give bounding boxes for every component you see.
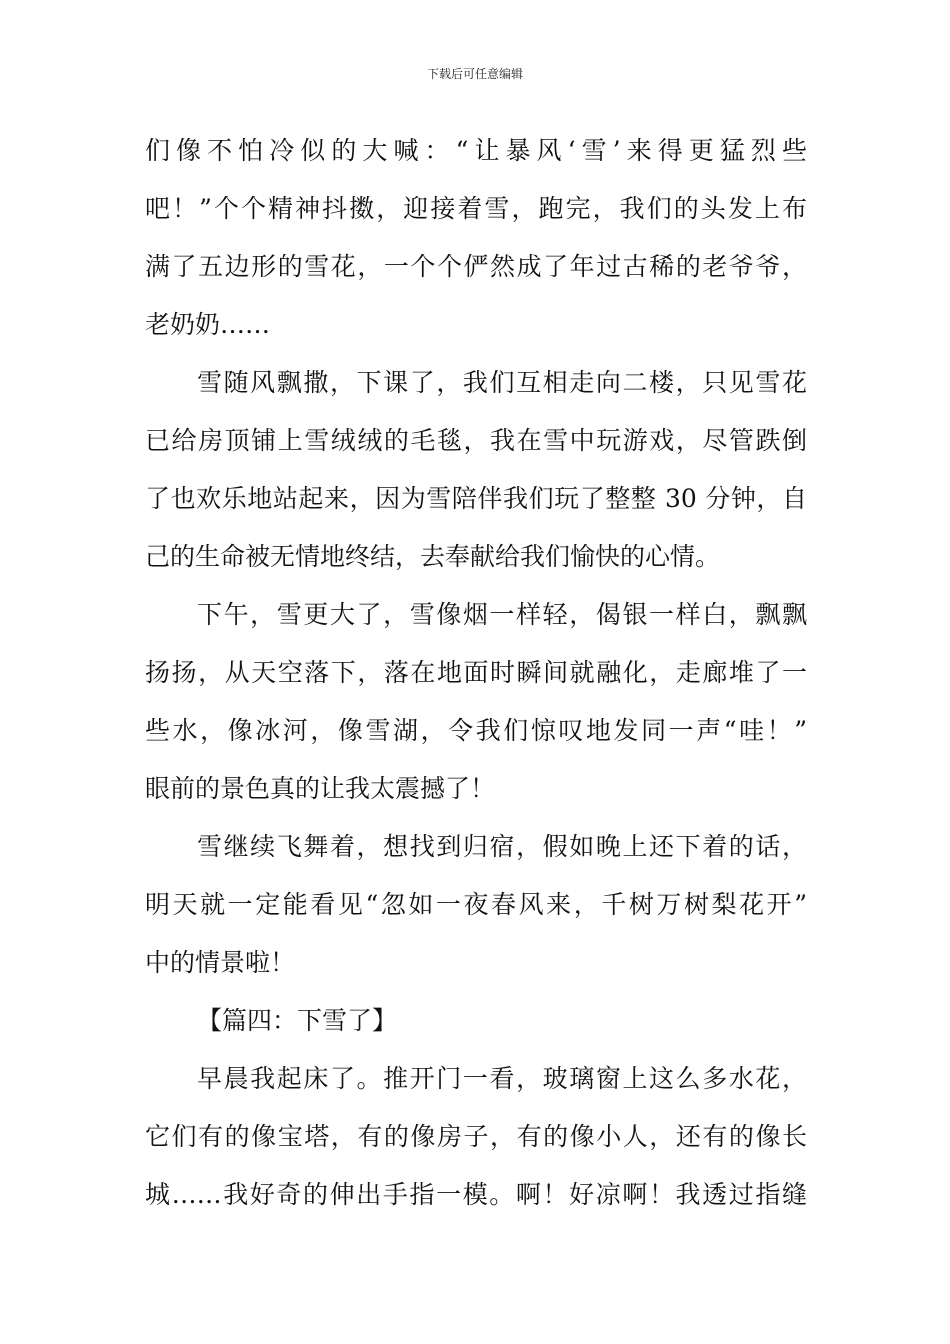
- text-line: 城……我好奇的伸出手指一模。啊！好凉啊！我透过指缝: [145, 1180, 807, 1209]
- text-line: 明天就一定能看见“忽如一夜春风来，千树万树梨花开”: [145, 890, 807, 919]
- section-heading: 【篇四：下雪了】: [197, 1006, 398, 1035]
- text-line: 些水，像冰河，像雪湖，令我们惊叹地发同一声“哇！”: [145, 716, 807, 745]
- text-line: 老奶奶……: [145, 310, 271, 339]
- text-line: 满了五边形的雪花，一个个俨然成了年过古稀的老爷爷，: [145, 252, 807, 281]
- paragraph-first-line: 下午，雪更大了，雪像烟一样轻，偈银一样白，飘飘: [197, 600, 807, 629]
- text-line: 眼前的景色真的让我太震撼了！: [145, 774, 496, 803]
- text-line: 吧！”个个精神抖擞，迎接着雪，跑完，我们的头发上布: [145, 194, 807, 223]
- paragraph-first-line: 早晨我起床了。推开门一看，玻璃窗上这么多水花，: [197, 1064, 807, 1093]
- text-line: 己的生命被无情地终结，去奉献给我们愉快的心情。: [145, 542, 721, 571]
- text-line: 它们有的像宝塔，有的像房子，有的像小人，还有的像长: [145, 1122, 807, 1151]
- text-line: 中的情景啦！: [145, 948, 296, 977]
- paragraph-first-line: 雪继续飞舞着，想找到归宿，假如晚上还下着的话，: [197, 832, 807, 861]
- page-header: 下载后可任意编辑: [426, 67, 523, 81]
- text-line: 们像不怕冷似的大喊：“让暴风‘雪’来得更猛烈些: [145, 136, 807, 165]
- text-line: 已给房顶铺上雪绒绒的毛毯，我在雪中玩游戏，尽管跌倒: [145, 426, 807, 455]
- text-line: 扬扬，从天空落下，落在地面时瞬间就融化，走廊堆了一: [145, 658, 807, 687]
- text-line: 了也欢乐地站起来，因为雪陪伴我们玩了整整 30 分钟，自: [145, 484, 807, 513]
- document-body: [145, 122, 807, 1224]
- paragraph-first-line: 雪随风飘撒，下课了，我们互相走向二楼，只见雪花: [197, 368, 807, 397]
